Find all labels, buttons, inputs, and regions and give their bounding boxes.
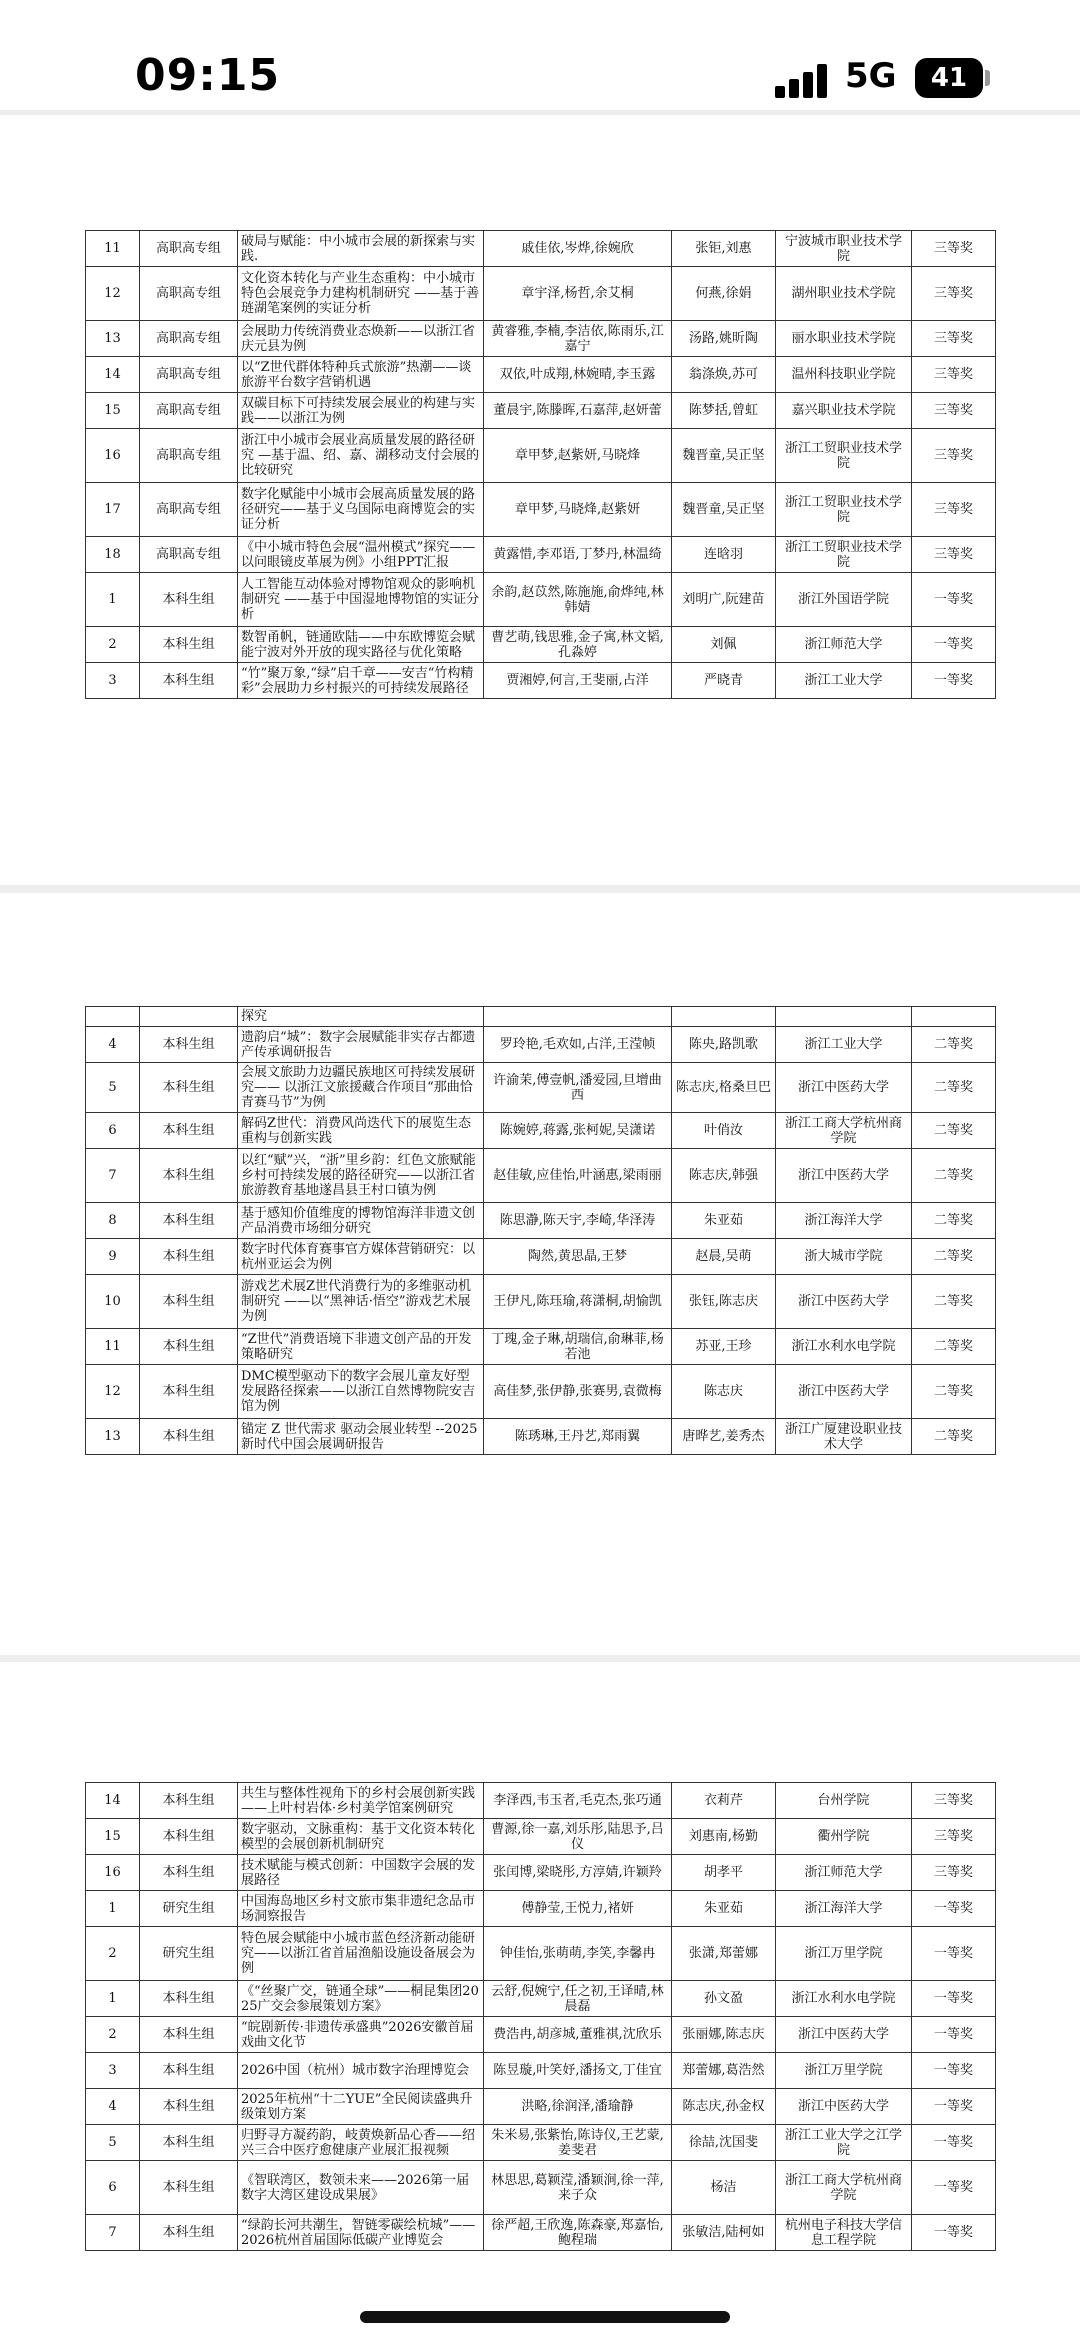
award-cell: 三等奖 — [912, 393, 996, 429]
school-cell: 浙江工贸职业技术学院 — [776, 537, 912, 573]
group-cell: 高职高专组 — [140, 429, 238, 483]
group-cell: 本科生组 — [140, 573, 238, 627]
award-table-page-2 — [85, 1006, 996, 1455]
members-cell: 曹艺萌,钱思雅,金子寓,林文韬,孔淼婷 — [484, 627, 672, 663]
award-cell: 一等奖 — [912, 2161, 996, 2215]
advisors-cell: 连晗羽 — [672, 537, 776, 573]
advisors-cell: 张潇,郑蕾娜 — [672, 1927, 776, 1981]
title-cell: 归野寻方凝药韵，岐黄焕新品心香——绍兴三合中医疗愈健康产业展汇报视频 — [238, 2125, 484, 2161]
table-row — [86, 231, 996, 267]
school-cell: 浙江中医药大学 — [776, 1063, 912, 1113]
advisors-cell: 魏晋童,吴正坚 — [672, 429, 776, 483]
award-cell: 二等奖 — [912, 1149, 996, 1203]
advisors-cell: 叶俏汝 — [672, 1113, 776, 1149]
members-cell: 陶然,黄思晶,王梦 — [484, 1239, 672, 1275]
award-cell: 三等奖 — [912, 1855, 996, 1891]
row-number: 15 — [86, 1819, 140, 1855]
school-cell: 衢州学院 — [776, 1819, 912, 1855]
row-number: 11 — [86, 231, 140, 267]
status-time: 09:15 — [135, 50, 281, 101]
table-row — [86, 1149, 996, 1203]
table-row — [86, 2017, 996, 2053]
school-cell: 浙江工贸职业技术学院 — [776, 429, 912, 483]
title-cell: 数智甬帆，链通欧陆——中东欧博览会赋能宁波对外开放的现实路径与优化策略 — [238, 627, 484, 663]
members-cell: 赵佳敏,应佳怡,叶涵惠,梁雨丽 — [484, 1149, 672, 1203]
row-number: 15 — [86, 393, 140, 429]
group-cell: 本科生组 — [140, 2017, 238, 2053]
table-row — [86, 357, 996, 393]
advisors-cell: 朱亚茹 — [672, 1891, 776, 1927]
members-cell: 傅静莹,王悦力,褚妍 — [484, 1891, 672, 1927]
table-row — [86, 1203, 996, 1239]
title-cell: 2026中国（杭州）城市数字治理博览会 — [238, 2053, 484, 2089]
table-row — [86, 2161, 996, 2215]
school-cell: 嘉兴职业技术学院 — [776, 393, 912, 429]
school-cell: 杭州电子科技大学信息工程学院 — [776, 2215, 912, 2251]
members-cell: 余韵,赵苡然,陈施施,俞烨纯,林韩婧 — [484, 573, 672, 627]
title-cell: 人工智能互动体验对博物馆观众的影响机制研究 ——基于中国湿地博物馆的实证分析 — [238, 573, 484, 627]
row-number: 5 — [86, 1063, 140, 1113]
group-cell: 高职高专组 — [140, 393, 238, 429]
row-number: 17 — [86, 483, 140, 537]
group-cell: 本科生组 — [140, 1063, 238, 1113]
school-cell: 浙江师范大学 — [776, 627, 912, 663]
award-cell: 三等奖 — [912, 1783, 996, 1819]
award-cell: 一等奖 — [912, 2017, 996, 2053]
title-cell: 锚定 Z 世代需求 驱动会展业转型 --2025 新时代中国会展调研报告 — [238, 1419, 484, 1455]
advisors-cell: 张钰,陈志庆 — [672, 1275, 776, 1329]
row-number: 13 — [86, 321, 140, 357]
award-cell: 一等奖 — [912, 1981, 996, 2017]
award-cell: 一等奖 — [912, 627, 996, 663]
members-cell: 陈婉婷,蒋露,张柯妮,吴潇诺 — [484, 1113, 672, 1149]
title-cell: 双碳目标下可持续发展会展业的构建与实践——以浙江为例 — [238, 393, 484, 429]
school-cell: 温州科技职业学院 — [776, 357, 912, 393]
group-cell: 高职高专组 — [140, 483, 238, 537]
members-cell: 许渝茉,傅壹帆,潘爱园,旦增曲西 — [484, 1063, 672, 1113]
school-cell: 台州学院 — [776, 1783, 912, 1819]
group-cell: 研究生组 — [140, 1927, 238, 1981]
group-cell: 本科生组 — [140, 1855, 238, 1891]
group-cell — [140, 1007, 238, 1027]
school-cell: 丽水职业技术学院 — [776, 321, 912, 357]
title-cell: 共生与整体性视角下的乡村会展创新实践——上叶村岩体·乡村美学馆案例研究 — [238, 1783, 484, 1819]
title-cell: 以“Z世代群体特种兵式旅游”热潮——谈旅游平台数字营销机遇 — [238, 357, 484, 393]
group-cell: 本科生组 — [140, 1027, 238, 1063]
advisors-cell — [672, 1007, 776, 1027]
row-number: 7 — [86, 1149, 140, 1203]
advisors-cell: 刘惠南,杨勤 — [672, 1819, 776, 1855]
members-cell: 王伊凡,陈珏瑜,蒋潇桐,胡愉凯 — [484, 1275, 672, 1329]
table-row — [86, 1419, 996, 1455]
table-row — [86, 627, 996, 663]
school-cell — [776, 1007, 912, 1027]
advisors-cell: 朱亚茹 — [672, 1203, 776, 1239]
battery-icon — [915, 58, 983, 98]
advisors-cell: 陈志庆,格桑旦巴 — [672, 1063, 776, 1113]
group-cell: 本科生组 — [140, 1819, 238, 1855]
members-cell: 贾湘婷,何言,王斐丽,占洋 — [484, 663, 672, 699]
members-cell: 董晨宇,陈滕晖,石嘉萍,赵妍蕾 — [484, 393, 672, 429]
award-table-page-1 — [85, 230, 996, 699]
award-cell: 一等奖 — [912, 573, 996, 627]
members-cell: 徐严超,王欣逸,陈森豪,郑嘉怡,鲍程瑞 — [484, 2215, 672, 2251]
row-number: 12 — [86, 267, 140, 321]
table-row — [86, 267, 996, 321]
table-row — [86, 1027, 996, 1063]
group-cell: 本科生组 — [140, 1365, 238, 1419]
table-row — [86, 1855, 996, 1891]
award-cell: 一等奖 — [912, 2053, 996, 2089]
table-row — [86, 1891, 996, 1927]
advisors-cell: 陈央,路凯歌 — [672, 1027, 776, 1063]
row-number: 18 — [86, 537, 140, 573]
row-number: 14 — [86, 1783, 140, 1819]
group-cell: 本科生组 — [140, 1113, 238, 1149]
row-number: 8 — [86, 1203, 140, 1239]
table-row — [86, 2125, 996, 2161]
group-cell: 本科生组 — [140, 1419, 238, 1455]
advisors-cell: 徐喆,沈国斐 — [672, 2125, 776, 2161]
advisors-cell: 唐晔艺,姜秀杰 — [672, 1419, 776, 1455]
school-cell: 浙江中医药大学 — [776, 2017, 912, 2053]
group-cell: 本科生组 — [140, 1239, 238, 1275]
battery-level: 41 — [930, 63, 968, 93]
advisors-cell: 严晓青 — [672, 663, 776, 699]
table-row — [86, 663, 996, 699]
table-row — [86, 1113, 996, 1149]
group-cell: 本科生组 — [140, 663, 238, 699]
advisors-cell: 陈梦括,曾虹 — [672, 393, 776, 429]
title-cell: “Z世代”消费语境下非遗文创产品的开发策略研究 — [238, 1329, 484, 1365]
table-row — [86, 2089, 996, 2125]
table-row — [86, 1365, 996, 1419]
school-cell: 浙江中医药大学 — [776, 2089, 912, 2125]
school-cell: 浙江广厦建设职业技术大学 — [776, 1419, 912, 1455]
title-cell: 特色展会赋能中小城市蓝色经济新动能研究——以浙江省首届渔船设施设备展会为例 — [238, 1927, 484, 1981]
title-cell: 《智联湾区，数领未来——2026第一届数字大湾区建设成果展》 — [238, 2161, 484, 2215]
row-number: 5 — [86, 2125, 140, 2161]
advisors-cell: 赵晨,吴萌 — [672, 1239, 776, 1275]
school-cell: 浙江海洋大学 — [776, 1203, 912, 1239]
title-cell: 数字驱动，文脉重构：基于文化资本转化模型的会展创新机制研究 — [238, 1819, 484, 1855]
table-row — [86, 1275, 996, 1329]
group-cell: 本科生组 — [140, 2125, 238, 2161]
title-cell: 基于感知价值维度的博物馆海洋非遗文创产品消费市场细分研究 — [238, 1203, 484, 1239]
award-cell: 一等奖 — [912, 1891, 996, 1927]
group-cell: 本科生组 — [140, 1203, 238, 1239]
school-cell: 浙江工商大学杭州商学院 — [776, 2161, 912, 2215]
row-number — [86, 1007, 140, 1027]
members-cell: 陈琇琳,王丹艺,郑雨翼 — [484, 1419, 672, 1455]
row-number: 11 — [86, 1329, 140, 1365]
row-number: 13 — [86, 1419, 140, 1455]
members-cell: 洪略,徐润泽,潘瑜静 — [484, 2089, 672, 2125]
award-cell: 一等奖 — [912, 2215, 996, 2251]
status-bar — [0, 0, 1080, 110]
table-row — [86, 1819, 996, 1855]
award-cell: 二等奖 — [912, 1239, 996, 1275]
row-number: 3 — [86, 2053, 140, 2089]
advisors-cell: 张丽娜,陈志庆 — [672, 2017, 776, 2053]
members-cell: 丁瑰,金子琳,胡瑞信,俞琳菲,杨若池 — [484, 1329, 672, 1365]
title-cell: 破局与赋能：中小城市会展的新探索与实践. — [238, 231, 484, 267]
members-cell: 戚佳依,岑烨,徐婉欣 — [484, 231, 672, 267]
school-cell: 浙江工业大学之江学院 — [776, 2125, 912, 2161]
school-cell: 浙江中医药大学 — [776, 1149, 912, 1203]
document-page-1 — [0, 115, 1080, 885]
school-cell: 浙江工业大学 — [776, 1027, 912, 1063]
award-cell: 一等奖 — [912, 1927, 996, 1981]
award-cell — [912, 1007, 996, 1027]
title-cell: 数字化赋能中小城市会展高质量发展的路径研究——基于义乌国际电商博览会的实证分析 — [238, 483, 484, 537]
award-cell: 二等奖 — [912, 1365, 996, 1419]
row-number: 2 — [86, 627, 140, 663]
members-cell: 李泽西,韦玉者,毛克杰,张巧通 — [484, 1783, 672, 1819]
table-row — [86, 321, 996, 357]
row-number: 6 — [86, 1113, 140, 1149]
row-number: 9 — [86, 1239, 140, 1275]
school-cell: 浙江工商大学杭州商学院 — [776, 1113, 912, 1149]
table-row — [86, 2053, 996, 2089]
members-cell: 曹源,徐一嘉,刘乐彤,陆思予,吕仪 — [484, 1819, 672, 1855]
table-row — [86, 483, 996, 537]
advisors-cell: 陈志庆,韩强 — [672, 1149, 776, 1203]
row-number: 1 — [86, 573, 140, 627]
group-cell: 本科生组 — [140, 1149, 238, 1203]
school-cell: 湖州职业技术学院 — [776, 267, 912, 321]
award-cell: 二等奖 — [912, 1419, 996, 1455]
school-cell: 宁波城市职业技术学院 — [776, 231, 912, 267]
members-cell — [484, 1007, 672, 1027]
group-cell: 研究生组 — [140, 1891, 238, 1927]
school-cell: 浙江万里学院 — [776, 1927, 912, 1981]
title-cell: 2025年杭州“十二YUE”全民阅读盛典升级策划方案 — [238, 2089, 484, 2125]
award-cell: 三等奖 — [912, 537, 996, 573]
group-cell: 本科生组 — [140, 2053, 238, 2089]
members-cell: 高佳梦,张伊静,张赛男,袁微梅 — [484, 1365, 672, 1419]
table-row — [86, 1981, 996, 2017]
table-row — [86, 1239, 996, 1275]
table-row — [86, 1783, 996, 1819]
school-cell: 浙江工业大学 — [776, 663, 912, 699]
title-cell: 文化资本转化与产业生态重构：中小城市特色会展竞争力建构机制研究 ——基于善琏湖笔案例的实证分析 — [238, 267, 484, 321]
title-cell: 《中小城市特色会展“温州模式”探究——以问眼镜皮革展为例》小组PPT汇报 — [238, 537, 484, 573]
advisors-cell: 苏亚,王珍 — [672, 1329, 776, 1365]
table-row — [86, 429, 996, 483]
members-cell: 陈昱璇,叶笑妤,潘扬文,丁佳宜 — [484, 2053, 672, 2089]
advisors-cell: 胡孝平 — [672, 1855, 776, 1891]
title-cell: 探究 — [238, 1007, 484, 1027]
school-cell: 浙江水利水电学院 — [776, 1329, 912, 1365]
group-cell: 高职高专组 — [140, 357, 238, 393]
award-cell: 二等奖 — [912, 1063, 996, 1113]
award-cell: 三等奖 — [912, 483, 996, 537]
battery-tip-icon — [985, 70, 990, 86]
award-cell: 一等奖 — [912, 2125, 996, 2161]
group-cell: 高职高专组 — [140, 231, 238, 267]
award-cell: 二等奖 — [912, 1113, 996, 1149]
title-cell: 解码Z世代：消费风尚迭代下的展览生态重构与创新实践 — [238, 1113, 484, 1149]
title-cell: 遗韵启“城”：数字会展赋能非实存古都遗产传承调研报告 — [238, 1027, 484, 1063]
members-cell: 章甲梦,马晓烽,赵紫妍 — [484, 483, 672, 537]
advisors-cell: 陈志庆 — [672, 1365, 776, 1419]
advisors-cell: 郑蕾娜,葛浩然 — [672, 2053, 776, 2089]
title-cell: 《“丝聚广交，链通全球”——桐昆集团2025广交会参展策划方案》 — [238, 1981, 484, 2017]
home-indicator[interactable] — [360, 2311, 730, 2323]
members-cell: 钟佳怡,张萌萌,李笑,李馨冉 — [484, 1927, 672, 1981]
members-cell: 黄睿雅,李楠,李洁依,陈雨乐,江嘉宁 — [484, 321, 672, 357]
row-number: 14 — [86, 357, 140, 393]
row-number: 1 — [86, 1981, 140, 2017]
group-cell: 本科生组 — [140, 2089, 238, 2125]
award-cell: 三等奖 — [912, 231, 996, 267]
award-cell: 二等奖 — [912, 1203, 996, 1239]
group-cell: 高职高专组 — [140, 321, 238, 357]
table-row — [86, 2215, 996, 2251]
row-number: 10 — [86, 1275, 140, 1329]
group-cell: 本科生组 — [140, 1981, 238, 2017]
title-cell: 浙江中小城市会展业高质量发展的路径研究 —基于温、绍、嘉、湖移动支付会展的比较研究 — [238, 429, 484, 483]
group-cell: 本科生组 — [140, 627, 238, 663]
row-number: 12 — [86, 1365, 140, 1419]
school-cell: 浙江工贸职业技术学院 — [776, 483, 912, 537]
advisors-cell: 汤路,姚昕陶 — [672, 321, 776, 357]
row-number: 16 — [86, 1855, 140, 1891]
group-cell: 本科生组 — [140, 2215, 238, 2251]
group-cell: 高职高专组 — [140, 537, 238, 573]
members-cell: 朱米易,张紫怡,陈诗仪,王艺蒙,姜斐君 — [484, 2125, 672, 2161]
school-cell: 浙江万里学院 — [776, 2053, 912, 2089]
row-number: 4 — [86, 1027, 140, 1063]
award-cell: 三等奖 — [912, 1819, 996, 1855]
group-cell: 高职高专组 — [140, 267, 238, 321]
members-cell: 章甲梦,赵紫妍,马晓烽 — [484, 429, 672, 483]
title-cell: 技术赋能与模式创新：中国数字会展的发展路径 — [238, 1855, 484, 1891]
award-cell: 三等奖 — [912, 321, 996, 357]
members-cell: 张闰博,梁晓彤,方淳婧,许颖羚 — [484, 1855, 672, 1891]
advisors-cell: 刘佩 — [672, 627, 776, 663]
group-cell: 本科生组 — [140, 1329, 238, 1365]
school-cell: 浙江师范大学 — [776, 1855, 912, 1891]
award-table-page-3 — [85, 1782, 996, 2251]
members-cell: 双依,叶成翔,林婉晴,李玉露 — [484, 357, 672, 393]
school-cell: 浙江水利水电学院 — [776, 1981, 912, 2017]
title-cell: “竹”聚万象,“绿”启千章——安吉“竹构精彩”会展助力乡村振兴的可持续发展路径 — [238, 663, 484, 699]
award-cell: 一等奖 — [912, 663, 996, 699]
members-cell: 章宇泽,杨哲,余艾桐 — [484, 267, 672, 321]
row-number: 2 — [86, 1927, 140, 1981]
school-cell: 浙大城市学院 — [776, 1239, 912, 1275]
award-cell: 三等奖 — [912, 267, 996, 321]
members-cell: 黄露惜,李邓语,丁梦丹,林温绮 — [484, 537, 672, 573]
title-cell: “绿韵长河共潮生，智链零碳绘杭城”——2026杭州首届国际低碳产业博览会 — [238, 2215, 484, 2251]
school-cell: 浙江海洋大学 — [776, 1891, 912, 1927]
row-number: 2 — [86, 2017, 140, 2053]
members-cell: 罗玲艳,毛欢如,占洋,王滢帧 — [484, 1027, 672, 1063]
award-cell: 三等奖 — [912, 357, 996, 393]
advisors-cell: 孙文盈 — [672, 1981, 776, 2017]
members-cell: 林思思,葛颖滢,潘颖涧,徐一萍,来子众 — [484, 2161, 672, 2215]
row-number: 7 — [86, 2215, 140, 2251]
row-number: 4 — [86, 2089, 140, 2125]
document-page-3 — [0, 1662, 1080, 2341]
title-cell: 游戏艺术展Z世代消费行为的多维驱动机制研究 ——以“黑神话·悟空”游戏艺术展为例 — [238, 1275, 484, 1329]
table-row — [86, 1007, 996, 1027]
group-cell: 本科生组 — [140, 1275, 238, 1329]
advisors-cell: 张敏洁,陆柯如 — [672, 2215, 776, 2251]
award-cell: 二等奖 — [912, 1275, 996, 1329]
members-cell: 云舒,倪婉宁,任之初,王译晴,林晨磊 — [484, 1981, 672, 2017]
table-row — [86, 1063, 996, 1113]
advisors-cell: 陈志庆,孙金权 — [672, 2089, 776, 2125]
advisors-cell: 魏晋童,吴正坚 — [672, 483, 776, 537]
award-cell: 三等奖 — [912, 429, 996, 483]
row-number: 16 — [86, 429, 140, 483]
title-cell: 以红“赋”兴，“浙”里乡韵：红色文旅赋能乡村可持续发展的路径研究——以浙江省旅游教育基地遂昌县王村口镇为例 — [238, 1149, 484, 1203]
table-row — [86, 1927, 996, 1981]
award-cell: 二等奖 — [912, 1329, 996, 1365]
group-cell: 本科生组 — [140, 2161, 238, 2215]
row-number: 6 — [86, 2161, 140, 2215]
signal-strength-icon — [775, 64, 835, 98]
advisors-cell: 翁涤焕,苏可 — [672, 357, 776, 393]
award-cell: 一等奖 — [912, 2089, 996, 2125]
table-row — [86, 1329, 996, 1365]
advisors-cell: 何燕,徐娟 — [672, 267, 776, 321]
members-cell: 陈思瀞,陈天宇,李崎,华泽涛 — [484, 1203, 672, 1239]
title-cell: “皖剧新传·非遗传承盛典”2026安徽首届戏曲文化节 — [238, 2017, 484, 2053]
row-number: 1 — [86, 1891, 140, 1927]
school-cell: 浙江外国语学院 — [776, 573, 912, 627]
advisors-cell: 刘明广,阮建苗 — [672, 573, 776, 627]
title-cell: 会展文旅助力边疆民族地区可持续发展研究—— 以浙江文旅援藏合作项目“那曲恰青赛马节”为例 — [238, 1063, 484, 1113]
title-cell: 会展助力传统消费业态焕新——以浙江省庆元县为例 — [238, 321, 484, 357]
document-page-2 — [0, 893, 1080, 1655]
title-cell: DMC模型驱动下的数字会展儿童友好型发展路径探索——以浙江自然博物院安吉馆为例 — [238, 1365, 484, 1419]
group-cell: 本科生组 — [140, 1783, 238, 1819]
advisors-cell: 杨洁 — [672, 2161, 776, 2215]
title-cell: 数字时代体育赛事官方媒体营销研究：以杭州亚运会为例 — [238, 1239, 484, 1275]
table-row — [86, 537, 996, 573]
school-cell: 浙江中医药大学 — [776, 1365, 912, 1419]
members-cell: 费浩冉,胡彦城,董雅祺,沈欣乐 — [484, 2017, 672, 2053]
school-cell: 浙江中医药大学 — [776, 1275, 912, 1329]
advisors-cell: 衣莉芹 — [672, 1783, 776, 1819]
network-type: 5G — [845, 56, 897, 96]
table-row — [86, 393, 996, 429]
award-cell: 二等奖 — [912, 1027, 996, 1063]
row-number: 3 — [86, 663, 140, 699]
table-row — [86, 573, 996, 627]
advisors-cell: 张钜,刘惠 — [672, 231, 776, 267]
title-cell: 中国海岛地区乡村文旅市集非遗纪念品市场洞察报告 — [238, 1891, 484, 1927]
